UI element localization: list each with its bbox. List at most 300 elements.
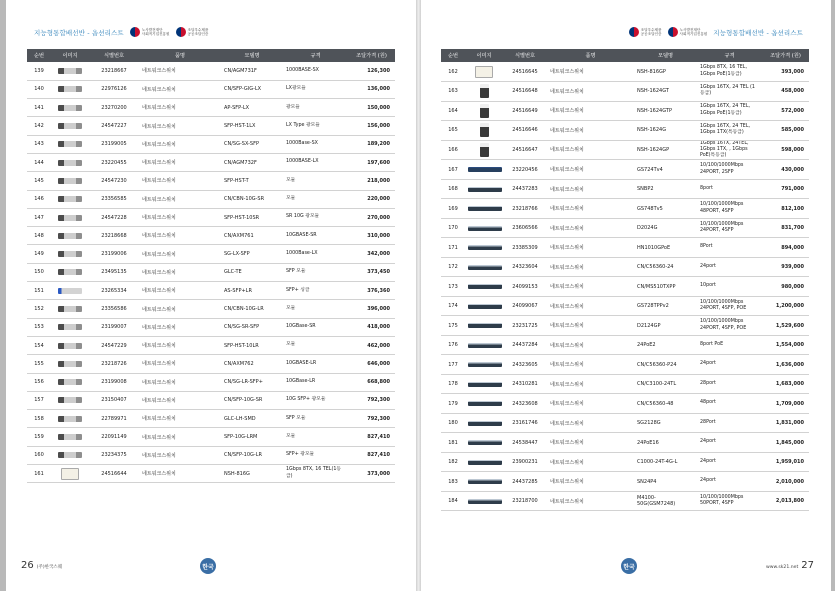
table-row — [27, 99, 395, 117]
specification: LX광모듈 — [286, 86, 306, 92]
procurement-price: 1,683,000 — [775, 381, 804, 388]
row-number: 146 — [34, 196, 44, 203]
procurement-price: 2,013,800 — [775, 498, 804, 505]
row-number: 160 — [34, 452, 44, 459]
product-name: 네트워크스위치 — [550, 127, 584, 134]
model-name: SFP-10G-LRM — [224, 434, 258, 441]
procurement-price: 396,000 — [367, 306, 390, 312]
procurement-price: 1,709,000 — [775, 400, 804, 407]
table-row — [27, 410, 395, 428]
identification-number: 24310281 — [512, 381, 538, 388]
sfp-module-icon — [58, 343, 82, 349]
product-image — [465, 316, 503, 336]
identification-number: 24516649 — [512, 107, 538, 114]
rack-switch-icon — [468, 479, 502, 484]
product-image — [465, 355, 503, 375]
model-name: SFP-HST-1LX — [224, 123, 256, 130]
model-name: CN/AGM732F — [224, 159, 257, 166]
product-name: 네트워크스위치 — [142, 343, 176, 350]
product-name: 네트워크스위치 — [550, 147, 584, 154]
procurement-price: 373,450 — [367, 269, 390, 276]
row-number: 151 — [34, 287, 44, 294]
page-number: 27 — [801, 560, 814, 571]
col-spec: 규격 — [283, 49, 348, 62]
product-image — [51, 172, 89, 190]
specification: 1000BASE-SX — [286, 67, 319, 73]
specification: 1Gbps 16TX, 24 TEL, 1Gbps 1TX(특등급) — [700, 123, 751, 136]
option-list-table-left — [27, 49, 395, 483]
page-title: 지능형통합배선반 - 옵션리스트 — [34, 28, 124, 37]
identification-number: 22789971 — [101, 415, 127, 422]
product-name: 네트워크스위치 — [550, 245, 584, 252]
table-row — [27, 208, 395, 226]
model-name: CN/AGM731F — [224, 67, 257, 74]
specification: 10/100/1000Mbps 48PORT, 4SFP — [700, 202, 744, 214]
model-name: 24PoE2 — [637, 342, 656, 349]
model-name: GS724Tv4 — [637, 166, 663, 173]
sponsor-logo — [130, 27, 170, 37]
rack-switch-icon — [468, 460, 502, 465]
table-body — [27, 62, 395, 483]
col-image: 이미지 — [465, 49, 503, 62]
identification-number: 24099067 — [512, 303, 538, 310]
row-number: 148 — [34, 232, 44, 239]
procurement-price: 939,000 — [781, 264, 804, 271]
product-image — [51, 245, 89, 263]
table-row — [441, 199, 809, 219]
sfp-module-icon — [58, 269, 82, 275]
table-row — [27, 117, 395, 135]
procurement-price: 792,300 — [367, 397, 390, 404]
rack-switch-icon — [468, 226, 502, 231]
specification: 모듈 — [286, 177, 296, 183]
table-row — [27, 172, 395, 190]
row-number: 179 — [448, 400, 458, 407]
procurement-price: 1,200,000 — [775, 303, 804, 310]
procurement-price: 418,000 — [367, 324, 390, 331]
model-name: NSH-816GP — [637, 68, 666, 75]
product-name: 네트워크스위치 — [142, 361, 176, 368]
product-name: 네트워크스위치 — [142, 251, 176, 258]
procurement-price: 572,000 — [781, 107, 804, 114]
product-image — [51, 227, 89, 245]
row-number: 177 — [448, 361, 458, 368]
product-image — [51, 373, 89, 391]
procurement-price: 156,000 — [367, 123, 390, 130]
brand-badge: 한국 — [621, 558, 637, 574]
table-row — [27, 245, 395, 263]
identification-number: 23161746 — [512, 420, 538, 427]
specification: 10/100/1000Mbps 24PORT, 4SFP, POE — [700, 299, 747, 312]
row-number: 143 — [34, 141, 44, 148]
row-number: 175 — [448, 322, 458, 329]
table-row — [441, 257, 809, 277]
specification: SFP+ 광모듈 — [286, 452, 315, 458]
specification: 10GBASE-SR — [286, 232, 317, 238]
logo-text-line2: 공공조달인증 — [187, 32, 209, 36]
table-row — [441, 296, 809, 316]
product-image — [465, 374, 503, 394]
specification: 24port — [700, 458, 716, 464]
row-number: 144 — [34, 159, 44, 166]
right-page — [421, 0, 831, 591]
product-image — [465, 491, 503, 511]
identification-number: 24516646 — [512, 127, 538, 134]
table-row — [27, 153, 395, 171]
model-name: SG-LX-SFP — [224, 251, 250, 258]
procurement-price: 342,000 — [367, 251, 390, 258]
product-name: 네트워크스위치 — [550, 401, 584, 408]
certification-logo — [176, 27, 209, 37]
identification-number: 24516644 — [101, 470, 127, 477]
rack-switch-icon — [468, 304, 502, 309]
model-name: CN/MS510TXPP — [637, 283, 676, 290]
row-number: 147 — [34, 214, 44, 221]
product-name: 네트워크스위치 — [142, 233, 176, 240]
row-number: 163 — [448, 88, 458, 95]
sfp-module-icon — [58, 361, 82, 367]
rack-switch-icon — [468, 401, 502, 406]
sfp-module-icon — [58, 233, 82, 239]
model-name: D2124GP — [637, 322, 661, 329]
sfp-module-icon — [58, 68, 82, 74]
procurement-price: 792,300 — [367, 415, 390, 422]
specification: SR 10G 광모듈 — [286, 214, 320, 220]
product-image — [51, 282, 89, 300]
sfp-module-icon — [58, 141, 82, 147]
product-name: 네트워크스위치 — [550, 362, 584, 369]
model-name: M4100-50G(GSM7248) — [637, 495, 676, 508]
table-row — [27, 80, 395, 98]
specification: 28Port — [700, 419, 716, 425]
product-name: 네트워크스위치 — [142, 160, 176, 167]
table-row — [27, 428, 395, 446]
sfp-module-icon — [58, 306, 82, 312]
specification: 10/100/1000Mbps 24PORT, 4SFP — [700, 221, 744, 234]
sfp-module-icon — [58, 178, 82, 184]
table-row — [441, 374, 809, 394]
procurement-price: 430,000 — [781, 166, 804, 173]
specification: 1Gbps 8TX, 16 TEL, 1Gbps PoE(1등급) — [700, 65, 747, 77]
procurement-price: 126,300 — [367, 67, 390, 74]
product-name: 네트워크스위치 — [142, 288, 176, 295]
product-name: 네트워크스위치 — [550, 459, 584, 466]
certification-logo — [629, 27, 662, 37]
procurement-price: 2,010,000 — [775, 478, 804, 485]
procurement-price: 462,000 — [367, 342, 390, 349]
row-number: 171 — [448, 244, 458, 251]
model-name: 24PoE16 — [637, 439, 659, 446]
identification-number: 23218667 — [101, 67, 127, 74]
product-image — [51, 300, 89, 318]
procurement-price: 1,845,000 — [775, 439, 804, 446]
specification: 1Gbps 8TX, 16 TEL(1등급) — [286, 467, 342, 479]
model-name: SG2128G — [637, 420, 661, 427]
row-number: 165 — [448, 127, 458, 134]
rack-switch-icon — [468, 382, 502, 387]
identification-number: 24547228 — [101, 214, 127, 221]
col-price: 조달가격 (원) — [762, 49, 809, 62]
row-number: 184 — [448, 498, 458, 505]
rack-switch-icon — [468, 421, 502, 426]
procurement-price: 310,000 — [367, 232, 390, 239]
product-name: 네트워크스위치 — [550, 264, 584, 271]
product-name: 네트워크스위치 — [550, 108, 584, 115]
model-name: GLC-LH-SMD — [224, 415, 256, 422]
identification-number: 23231725 — [512, 322, 538, 329]
table-row — [27, 465, 395, 483]
model-name: CN/C56360-24 — [637, 264, 674, 271]
product-name: 네트워크스위치 — [142, 86, 176, 93]
row-number: 155 — [34, 360, 44, 367]
col-image: 이미지 — [51, 49, 89, 62]
product-name: 네트워크스위치 — [550, 303, 584, 310]
specification: 24port — [700, 263, 716, 269]
sfp-module-icon — [58, 86, 82, 92]
option-list-table-right — [441, 49, 809, 511]
identification-number: 23495135 — [101, 269, 127, 276]
row-number: 170 — [448, 225, 458, 232]
product-name: 네트워크스위치 — [142, 215, 176, 222]
page-title: 지능형통합배선반 - 옵션리스트 — [713, 28, 803, 37]
model-name: HN1010GPoE — [637, 244, 671, 251]
table-row — [441, 121, 809, 141]
table-row — [441, 491, 809, 511]
product-image — [465, 82, 503, 102]
right-header — [629, 24, 803, 40]
procurement-price: 393,000 — [781, 68, 804, 75]
table-row — [27, 263, 395, 281]
procurement-price: 136,000 — [367, 86, 390, 93]
procurement-price: 668,800 — [367, 379, 390, 386]
procurement-price: 980,000 — [781, 283, 804, 290]
table-row — [27, 190, 395, 208]
logo-text-line2: 사회적기업진흥원 — [141, 32, 170, 36]
table-row — [27, 282, 395, 300]
specification: 10GBase-LR — [286, 379, 316, 385]
model-name: NSH-1624G — [637, 127, 667, 134]
procurement-price: 376,360 — [367, 287, 390, 294]
specification: 24port — [700, 478, 716, 484]
product-name: 네트워크스위치 — [550, 206, 584, 213]
poe-unit-icon — [480, 123, 489, 137]
procurement-price: 1,529,600 — [775, 322, 804, 329]
taegeuk-emblem-icon — [668, 27, 678, 37]
procurement-price: 189,200 — [367, 141, 390, 148]
product-name: 네트워크스위치 — [142, 416, 176, 423]
col-price: 조달가격 (원) — [348, 49, 395, 62]
row-number: 157 — [34, 397, 44, 404]
row-number: 168 — [448, 186, 458, 193]
model-name: SFP-HST-T — [224, 177, 249, 184]
product-image — [465, 160, 503, 180]
product-name: 네트워크스위치 — [550, 186, 584, 193]
publisher-name: (주)한국스퀘 — [36, 565, 62, 570]
identification-number: 23270200 — [101, 104, 127, 111]
specification: 모듈 — [286, 342, 296, 348]
model-name: CN/CBN-10G-LR — [224, 306, 264, 312]
table-row — [27, 446, 395, 464]
product-name: 네트워크스위치 — [550, 479, 584, 486]
specification: 8port PoE — [700, 341, 724, 347]
product-name: 네트워크스위치 — [142, 141, 176, 148]
taegeuk-emblem-icon — [629, 27, 639, 37]
product-name: 네트워크스위치 — [550, 167, 584, 174]
identification-number: 23218668 — [101, 232, 127, 239]
identification-number: 23356586 — [101, 306, 127, 312]
product-image — [465, 277, 503, 297]
table-row — [441, 218, 809, 238]
identification-number: 24323608 — [512, 400, 538, 407]
product-name: 네트워크스위치 — [142, 123, 176, 130]
table-row — [441, 355, 809, 375]
table-row — [441, 413, 809, 433]
product-image — [465, 472, 503, 492]
procurement-price: 827,410 — [367, 434, 390, 441]
procurement-price: 458,000 — [781, 88, 804, 95]
row-number: 140 — [34, 86, 44, 93]
specification: 광모듈 — [286, 104, 300, 110]
logo-text-line1: 조달우수제품 — [640, 27, 662, 32]
rack-switch-icon — [468, 343, 502, 348]
product-name: 네트워크스위치 — [142, 452, 176, 459]
sfp-module-icon — [58, 196, 82, 202]
product-name: 네트워크스위치 — [142, 471, 176, 478]
sfp-module-icon — [58, 397, 82, 403]
identification-number: 24516647 — [512, 146, 538, 153]
specification: 10GBASE-LR — [286, 360, 317, 366]
product-name: 네트워크스위치 — [142, 324, 176, 331]
sfp-module-icon — [58, 123, 82, 129]
table-row — [441, 238, 809, 258]
product-name: 네트워크스위치 — [142, 379, 176, 386]
product-image — [465, 140, 503, 160]
identification-number: 23199006 — [101, 251, 127, 258]
procurement-price: 197,600 — [367, 159, 390, 166]
specification: 8port — [700, 185, 713, 191]
table-row — [27, 300, 395, 318]
row-number: 172 — [448, 264, 458, 271]
col-model: 모델명 — [221, 49, 283, 62]
rack-switch-icon — [468, 440, 502, 445]
product-image — [51, 263, 89, 281]
product-name: 네트워크스위치 — [142, 178, 176, 185]
model-name: GLC-TE — [224, 269, 242, 276]
procurement-price: 150,000 — [367, 104, 390, 111]
procurement-price: 831,700 — [781, 225, 804, 232]
row-number: 158 — [34, 415, 44, 422]
procurement-price: 894,000 — [781, 244, 804, 251]
procurement-price: 646,000 — [367, 360, 390, 367]
identification-number: 24323604 — [512, 264, 538, 271]
model-name: CN/AXM761 — [224, 232, 254, 239]
specification: 1Gbps 16TX, 24TEL, 1Gbps 1TX, , 1Gbps PoE(특등급) — [700, 140, 749, 159]
sponsor-logo — [668, 27, 708, 37]
left-page — [6, 0, 416, 591]
specification: SFP 모듈 — [286, 269, 306, 275]
procurement-price: 1,554,000 — [775, 342, 804, 349]
row-number: 180 — [448, 420, 458, 427]
sfp-module-icon — [58, 215, 82, 221]
rack-switch-icon — [468, 499, 502, 504]
row-number: 181 — [448, 439, 458, 446]
taegeuk-emblem-icon — [176, 27, 186, 37]
identification-number: 24437285 — [512, 478, 538, 485]
row-number: 176 — [448, 342, 458, 349]
row-number: 150 — [34, 269, 44, 276]
product-image — [465, 179, 503, 199]
table-row — [27, 391, 395, 409]
right-footer — [766, 560, 814, 571]
specification: 1Gbps 16TX, 24 TEL (1등급) — [700, 84, 755, 97]
sfp-module-icon — [58, 105, 82, 111]
col-name: 품명 — [547, 49, 634, 62]
sfp-tagged-icon — [58, 288, 82, 294]
identification-number: 23220456 — [512, 166, 538, 173]
row-number: 167 — [448, 166, 458, 173]
product-name: 네트워크스위치 — [550, 88, 584, 95]
poe-unit-icon — [480, 104, 489, 118]
product-name: 네트워크스위치 — [550, 498, 584, 505]
table-row — [441, 82, 809, 102]
identification-number: 24516645 — [512, 68, 538, 75]
rack-switch-icon — [468, 187, 502, 192]
model-name: NSH-816G — [224, 470, 250, 477]
logo-text-line1: 노사발전재단 — [141, 27, 163, 32]
rack-switch-icon — [468, 206, 502, 211]
model-name: AS-SFP+LR — [224, 287, 252, 294]
product-name: 네트워크스위치 — [142, 269, 176, 276]
product-image — [51, 117, 89, 135]
model-name: CN/C56360-P24 — [637, 361, 677, 368]
row-number: 178 — [448, 381, 458, 388]
logo-text-line2: 공공조달인증 — [640, 32, 662, 36]
rack-switch-icon — [468, 284, 502, 289]
rack-switch-blue-icon — [468, 167, 502, 172]
model-name: C1000-24T-4G-L — [637, 459, 678, 466]
procurement-price: 1,831,000 — [775, 420, 804, 427]
row-number: 139 — [34, 67, 44, 74]
sfp-module-icon — [58, 434, 82, 440]
product-image — [51, 355, 89, 373]
specification: 48port — [700, 400, 716, 406]
product-name: 네트워크스위치 — [142, 397, 176, 404]
table-header — [441, 49, 809, 62]
row-number: 174 — [448, 303, 458, 310]
product-image — [51, 99, 89, 117]
model-name: CN/C56360-48 — [637, 400, 674, 407]
row-number: 161 — [34, 470, 44, 477]
table-row — [441, 452, 809, 472]
specification: 24port — [700, 361, 716, 367]
row-number: 142 — [34, 123, 44, 130]
identification-number: 23218766 — [512, 205, 538, 212]
identification-number: 24547227 — [101, 123, 127, 130]
specification: 10port — [700, 283, 716, 289]
table-row — [441, 335, 809, 355]
table-row — [441, 62, 809, 82]
identification-number: 24437283 — [512, 186, 538, 193]
product-image — [51, 428, 89, 446]
product-image — [51, 446, 89, 464]
identification-number: 23220455 — [101, 159, 127, 166]
specification: 10G SFP+ 광모듈 — [286, 397, 326, 403]
product-image — [51, 391, 89, 409]
table-row — [27, 355, 395, 373]
table-row — [441, 101, 809, 121]
identification-number: 24547229 — [101, 342, 127, 349]
product-name: 네트워크스위치 — [142, 105, 176, 112]
